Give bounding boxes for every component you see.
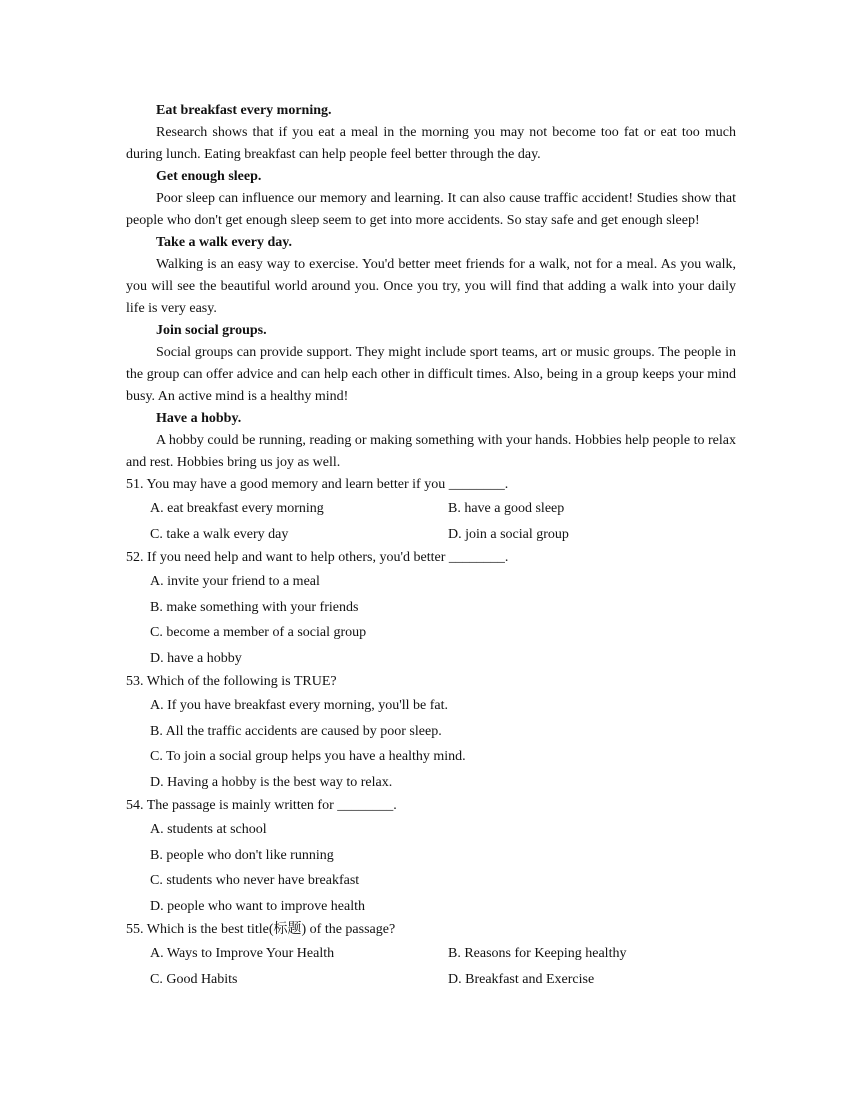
question-52: [126, 547, 736, 671]
option-a: A. invite your friend to a meal: [150, 574, 320, 589]
document-page: [126, 100, 736, 992]
option-c: C. Good Habits: [150, 971, 238, 987]
section-paragraph: Walking is an easy way to exercise. You'd better meet friends for a walk, not for a meal. As you walk, you will see the beautiful world around you. Once you try, you will find that adding a walk into your daily life is very easy.: [126, 257, 736, 316]
section-heading: Have a hobby.: [156, 411, 242, 426]
option-d: D. join a social group: [448, 526, 569, 542]
option-c: C. become a member of a social group: [150, 625, 367, 640]
passage: [126, 100, 736, 474]
section-paragraph: Research shows that if you eat a meal in the morning you may not become too fat or eat too much during lunch. Eating breakfast can help people feel better through the day.: [126, 125, 736, 162]
options: [126, 817, 736, 919]
question-stem: 51. You may have a good memory and learn better if you ________.: [126, 477, 509, 492]
question-stem: 54. The passage is mainly written for ________.: [126, 798, 397, 813]
section-heading: Eat breakfast every morning.: [156, 103, 332, 118]
options: [126, 569, 736, 671]
question-55: [126, 919, 736, 992]
question-stem: 53. Which of the following is TRUE?: [126, 674, 337, 689]
option-b: B. Reasons for Keeping healthy: [448, 946, 627, 961]
option-b: B. have a good sleep: [448, 501, 565, 516]
option-d: D. people who want to improve health: [150, 898, 366, 914]
questions: [126, 474, 736, 992]
option-c: C. take a walk every day: [150, 526, 289, 542]
option-d: D. Breakfast and Exercise: [448, 971, 595, 987]
option-a: A. eat breakfast every morning: [150, 501, 324, 516]
section-paragraph: Poor sleep can influence our memory and learning. It can also cause traffic accident! Studies show that people who don't get enough sleep seem to get into more accidents. So stay safe and get enough sleep!: [126, 191, 736, 228]
options: [126, 693, 736, 795]
option-c: C. students who never have breakfast: [150, 873, 360, 888]
option-a: A. If you have breakfast every morning, you'll be fat.: [150, 698, 448, 713]
section-heading: Get enough sleep.: [156, 169, 262, 184]
question-51: [126, 474, 736, 547]
section-paragraph: Social groups can provide support. They might include sport teams, art or music groups. The people in the group can offer advice and can help each other in difficult times. Also, being in a group keeps your mind busy. An active mind is a healthy mind!: [126, 345, 736, 404]
option-b: B. All the traffic accidents are caused by poor sleep.: [150, 723, 442, 739]
section-heading: Take a walk every day.: [156, 235, 292, 250]
option-b: B. people who don't like running: [150, 847, 334, 863]
question-stem: 52. If you need help and want to help others, you'd better ________.: [126, 550, 509, 565]
options: [126, 941, 736, 992]
option-d: D. have a hobby: [150, 650, 242, 666]
question-54: [126, 795, 736, 919]
question-stem: 55. Which is the best title(标题) of the passage?: [126, 922, 396, 937]
option-d: D. Having a hobby is the best way to relax.: [150, 774, 393, 790]
option-b: B. make something with your friends: [150, 599, 359, 615]
option-a: A. students at school: [150, 822, 267, 837]
options: [126, 496, 736, 547]
question-53: [126, 671, 736, 795]
option-a: A. Ways to Improve Your Health: [150, 946, 335, 961]
option-c: C. To join a social group helps you have a healthy mind.: [150, 749, 466, 764]
section-paragraph: A hobby could be running, reading or making something with your hands. Hobbies help people to relax and rest. Hobbies bring us joy as well.: [126, 433, 736, 470]
section-heading: Join social groups.: [156, 323, 267, 338]
